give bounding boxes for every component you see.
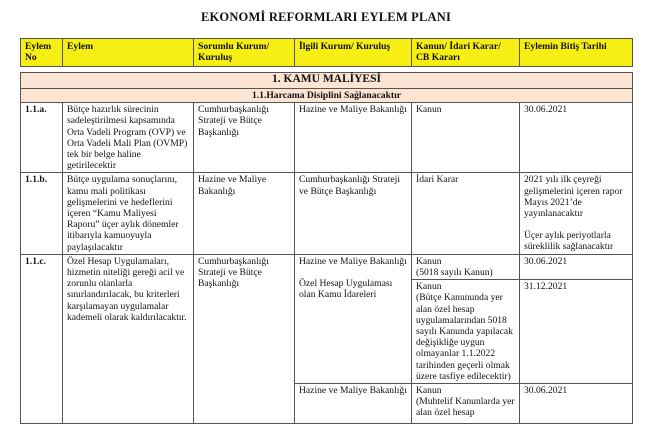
header-sorumlu: Sorumlu Kurum/ Kuruluş bbox=[194, 39, 295, 67]
header-kanun: Kanun/ İdari Karar/ CB Kararı bbox=[412, 39, 520, 67]
table-row bbox=[21, 103, 633, 173]
table-row bbox=[21, 173, 633, 254]
table-row bbox=[21, 254, 633, 279]
row-ilgili: Hazine ve Maliye Bakanlığı bbox=[295, 103, 412, 173]
kanun-1a: Kanun bbox=[416, 255, 442, 267]
row-bitis bbox=[520, 173, 633, 254]
row-sorumlu: Cumhurbaşkanlığı Strateji ve Bütçe Başkanlığı bbox=[194, 254, 295, 423]
row-kanun bbox=[412, 384, 520, 424]
row-ilgili: Cumhurbaşkanlığı Strateji ve Bütçe Başkanlığı bbox=[295, 173, 412, 254]
ilgili-2: Özel Hesap Uygulaması olan Kamu İdareleri bbox=[299, 278, 393, 301]
row-kanun: İdari Karar bbox=[412, 173, 520, 254]
header-bitis: Eylemin Bitiş Tarihi bbox=[520, 39, 633, 67]
row-bitis: 30.06.2021 bbox=[520, 254, 633, 279]
row-bitis: 30.06.2021 bbox=[520, 384, 633, 424]
row-eylem: Bütçe uygulama sonuçlarını, kamu mali politikası gelişmelerini ve hedeflerini içeren “Kamu Maliyesi Raporu” üçer aylık dönemler itibarıyla kamuoyuyla paylaşılacaktır bbox=[63, 173, 194, 254]
subsection-title: 1.1.Harcama Disiplini Sağlanacaktır bbox=[21, 89, 633, 103]
section-title: 1. KAMU MALİYESİ bbox=[21, 73, 633, 89]
kanun-1b: (5018 sayılı Kanun) bbox=[416, 267, 493, 279]
document-title: EKONOMİ REFORMLARI EYLEM PLANI bbox=[200, 10, 452, 24]
row-ilgili: Hazine ve Maliye Bakanlığı bbox=[295, 384, 412, 424]
row-bitis: 31.12.2021 bbox=[520, 280, 633, 384]
row-bitis: 30.06.2021 bbox=[520, 103, 633, 173]
header-row bbox=[21, 39, 633, 67]
bitis-note-1: 2021 yılı ilk çeyreği gelişmelerini içeren rapor Mayıs 2021’de yayınlanacaktır bbox=[524, 174, 623, 220]
row-kanun bbox=[412, 254, 520, 279]
ilgili-1: Hazine ve Maliye Bakanlığı bbox=[299, 255, 407, 267]
action-plan-table bbox=[20, 72, 633, 424]
subsection-row bbox=[21, 89, 633, 103]
kanun-3b: (Muhtelif Kanunlarda yer alan özel hesap bbox=[416, 396, 515, 419]
row-id: 1.1.c. bbox=[21, 254, 63, 423]
section-row bbox=[21, 73, 633, 89]
row-eylem: Özel Hesap Uygulamaları, hizmetin niteliği gereği acil ve zorunlu olanlarla sınırlandırılacak, bu kriterleri karşılamayan uygulamalar kademeli olarak kaldırılacaktır. bbox=[63, 254, 194, 423]
row-id: 1.1.a. bbox=[21, 103, 63, 173]
header-eylem-no: Eylem No bbox=[21, 39, 63, 67]
row-id: 1.1.b. bbox=[21, 173, 63, 254]
header-ilgili: İlgili Kurum/ Kuruluş bbox=[295, 39, 412, 67]
header-eylem: Eylem bbox=[63, 39, 194, 67]
row-ilgili bbox=[295, 254, 412, 383]
row-sorumlu: Cumhurbaşkanlığı Strateji ve Bütçe Başkanlığı bbox=[194, 103, 295, 173]
row-sorumlu: Hazine ve Maliye Bakanlığı bbox=[194, 173, 295, 254]
kanun-3a: Kanun bbox=[416, 385, 442, 397]
row-kanun: Kanun bbox=[412, 103, 520, 173]
kanun-2b: (Bütçe Kanununda yer alan özel hesap uygulamalarından 5018 sayılı Kanunda yapılacak değişikliğe uygun olmayanlar 1.1.2022 tarihinden geçerli olmak üzere tasfiye edilecektir) bbox=[416, 292, 513, 382]
row-eylem: Bütçe hazırlık sürecinin sadeleştirilmesi kapsamında Orta Vadeli Program (OVP) ve Orta Vadeli Mali Plan (OVMP) tek bir belge haline getirilecektir bbox=[63, 103, 194, 173]
kanun-2a: Kanun bbox=[416, 281, 442, 293]
row-kanun bbox=[412, 280, 520, 384]
header-table bbox=[20, 38, 633, 67]
bitis-note-2: Üçer aylık periyotlarla süreklilik sağlanacaktır bbox=[524, 230, 614, 253]
